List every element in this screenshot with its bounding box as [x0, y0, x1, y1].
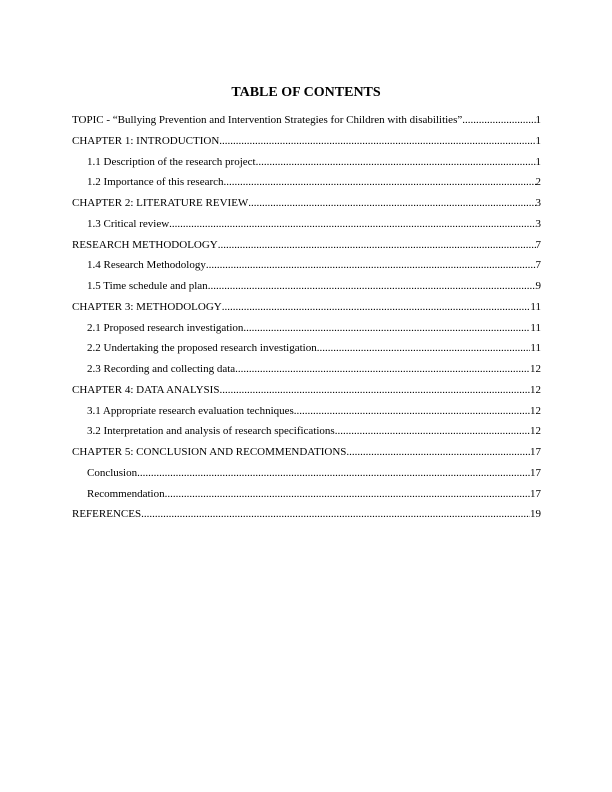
- toc-page-number: 3: [535, 217, 541, 230]
- toc-page-number: 12: [530, 425, 541, 438]
- toc-entry-section[interactable]: [72, 341, 541, 362]
- toc-entry-section[interactable]: [72, 362, 541, 383]
- toc-dot-leader: [335, 424, 530, 438]
- toc-entry-section[interactable]: [72, 466, 541, 487]
- toc-entry-text: 1.4 Research Methodology: [87, 259, 206, 272]
- toc-page-number: 17: [530, 487, 541, 500]
- toc-dot-leader: [218, 238, 536, 252]
- toc-dot-leader: [235, 362, 530, 376]
- toc-entry-section[interactable]: [72, 258, 541, 279]
- toc-dot-leader: [208, 279, 536, 293]
- toc-page-number: 12: [530, 404, 541, 417]
- toc-entry-section[interactable]: [72, 404, 541, 425]
- toc-entry-text: Conclusion: [87, 466, 138, 479]
- toc-entry-text: 2.2 Undertaking the proposed research investigation: [87, 342, 317, 355]
- toc-dot-leader: [317, 341, 531, 355]
- toc-entry-chapter[interactable]: [72, 196, 541, 217]
- toc-entry-text: Recommendation: [87, 487, 165, 500]
- toc-dot-leader: [256, 155, 536, 169]
- toc-entry-text: CHAPTER 4: DATA ANALYSIS: [72, 383, 220, 396]
- toc-dot-leader: [206, 258, 536, 272]
- toc-entry-section[interactable]: [72, 155, 541, 176]
- toc-dot-leader: [224, 175, 536, 189]
- toc-entry-chapter[interactable]: [72, 445, 541, 466]
- toc-entry-text: 2.3 Recording and collecting data: [87, 363, 236, 375]
- toc-page-number: 12: [530, 383, 541, 396]
- toc-list: [72, 113, 541, 528]
- toc-dot-leader: [141, 507, 530, 521]
- toc-dot-leader: [294, 404, 530, 418]
- toc-page-number: 1: [535, 114, 541, 126]
- toc-entry-text: 1.5 Time schedule and plan: [87, 280, 208, 292]
- toc-entry-section[interactable]: [72, 487, 541, 508]
- toc-page-number: 11: [530, 300, 541, 313]
- toc-entry-text: 3.2 Interpretation and analysis of research specifications: [87, 425, 335, 438]
- toc-entry-text: REFERENCES: [72, 508, 142, 521]
- toc-page-number: 3: [535, 197, 541, 209]
- toc-entry-text: RESEARCH METHODOLOGY: [72, 238, 218, 251]
- toc-entry-text: CHAPTER 3: METHODOLOGY: [72, 300, 222, 313]
- toc-page-number: 7: [535, 259, 541, 272]
- toc-page-number: 1: [535, 134, 541, 147]
- toc-entry-chapter[interactable]: [72, 238, 541, 259]
- toc-page-number: 11: [530, 342, 541, 355]
- toc-page-number: 2: [535, 176, 541, 189]
- toc-dot-leader: [165, 487, 530, 501]
- toc-dot-leader: [462, 113, 535, 127]
- toc-dot-leader: [243, 321, 530, 335]
- toc-entry-text: CHAPTER 1: INTRODUCTION: [72, 134, 220, 147]
- toc-page-number: 12: [530, 363, 541, 375]
- toc-entry-chapter[interactable]: [72, 134, 541, 155]
- toc-dot-leader: [222, 300, 531, 314]
- toc-entry-section[interactable]: [72, 217, 541, 238]
- toc-entry-text: 1.3 Critical review: [87, 217, 170, 230]
- toc-entry-section[interactable]: [72, 321, 541, 342]
- toc-entry-text: 3.1 Appropriate research evaluation techniques: [87, 404, 294, 417]
- toc-page-number: 19: [530, 508, 541, 521]
- toc-dot-leader: [219, 134, 535, 148]
- toc-dot-leader: [169, 217, 535, 231]
- toc-entry-text: 1.1 Description of the research project: [87, 155, 256, 168]
- toc-entry-chapter[interactable]: [72, 300, 541, 321]
- toc-page-number: 17: [530, 446, 541, 458]
- toc-entry-section[interactable]: [72, 175, 541, 196]
- toc-dot-leader: [219, 383, 530, 397]
- toc-page-number: 17: [530, 466, 541, 479]
- toc-dot-leader: [137, 466, 530, 480]
- toc-dot-leader: [346, 445, 530, 459]
- toc-page-number: 9: [535, 280, 541, 292]
- toc-entry-text: 2.1 Proposed research investigation: [87, 321, 244, 334]
- toc-page-number: 11: [530, 321, 541, 334]
- toc-page-number: 1: [535, 155, 541, 168]
- toc-dot-leader: [248, 196, 535, 210]
- toc-page-number: 7: [535, 238, 541, 251]
- toc-entry-text: TOPIC - “Bullying Prevention and Intervention Strategies for Children with disabilities”: [72, 114, 463, 126]
- toc-entry-chapter[interactable]: [72, 507, 541, 528]
- toc-entry-chapter[interactable]: [72, 383, 541, 404]
- toc-entry-text: CHAPTER 2: LITERATURE REVIEW: [72, 197, 249, 209]
- toc-entry-section[interactable]: [72, 279, 541, 300]
- toc-title: TABLE OF CONTENTS: [231, 85, 381, 100]
- toc-entry-section[interactable]: [72, 424, 541, 445]
- toc-entry-text: CHAPTER 5: CONCLUSION AND RECOMMENDATIONS: [72, 446, 347, 458]
- toc-entry-text: 1.2 Importance of this research: [87, 176, 224, 189]
- toc-entry-chapter[interactable]: [72, 113, 541, 134]
